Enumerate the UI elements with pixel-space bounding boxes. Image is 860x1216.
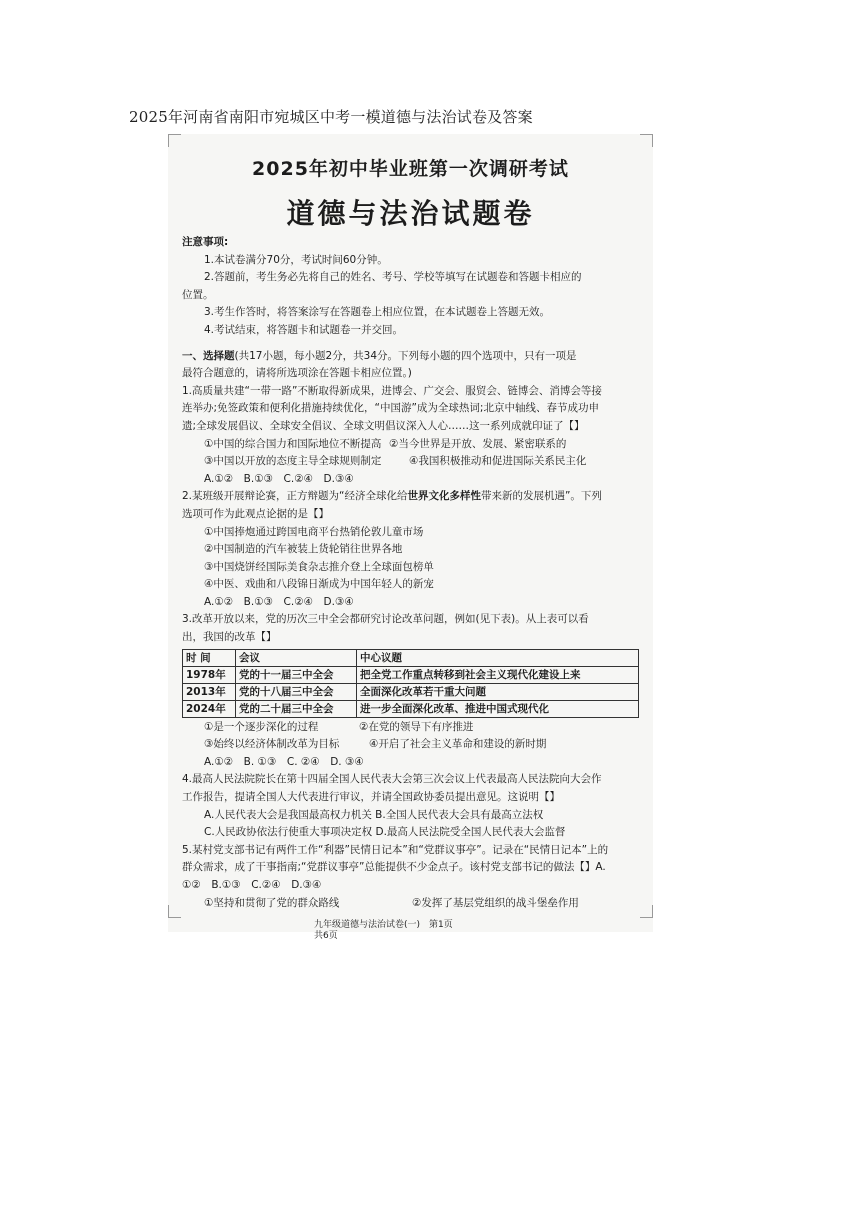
q3-options-row [182, 736, 639, 754]
note-item: 位置。 [182, 288, 214, 301]
table-header: 会议 [236, 649, 357, 666]
q2-stem-bold: 世界文化多样性 [407, 490, 481, 503]
table-cell: 党的二十届三中全会 [236, 700, 357, 717]
section-desc: (共17小题，每小题2分，共34分。下列每小题的四个选项中，只有一项是 [234, 349, 577, 362]
note-item: 4.考试结束，将答题卡和试题卷一并交回。 [204, 323, 404, 336]
page-footer [314, 920, 453, 942]
q1-option: ②当今世界是开放、发展、紧密联系的 [389, 437, 567, 450]
section-desc-2: 最符合题意的，请将所选项涂在答题卡相应位置。) [182, 367, 412, 380]
table-row [183, 666, 639, 683]
q2-stem: 选项可作为此观点论据的是【】 [182, 507, 329, 520]
table-cell: 党的十一届三中全会 [236, 666, 357, 683]
q4-stem: 4.最高人民法院院长在第十四届全国人民代表大会第三次会议上代表最高人民法院向大会作 [182, 773, 602, 786]
q1-stem: 遗;全球发展倡议、全球安全倡议、全球文明倡议深入人心……这一系列成就印证了【】 [182, 419, 585, 432]
q3-option: ③始终以经济体制改革为目标 [204, 738, 340, 751]
table-cell: 党的十八届三中全会 [236, 683, 357, 700]
table-row [183, 683, 639, 700]
q3-options-row [182, 719, 639, 737]
table-header: 时 间 [183, 649, 236, 666]
table-header: 中心议题 [357, 649, 639, 666]
q1-option: ①中国的综合国力和国际地位不断提高 [204, 437, 382, 450]
footer-line: 共6页 [314, 931, 338, 941]
scanned-exam-page [168, 134, 653, 941]
q3-option: ②在党的领导下有序推进 [359, 720, 474, 733]
table-cell: 全面深化改革若干重大问题 [357, 683, 639, 700]
q2-stem-a: 2.某班级开展辩论赛，正方辩题为“经济全球化给 [182, 490, 408, 503]
q1-choices: A.①② B.①③ C.②④ D.③④ [204, 472, 354, 485]
q2-option: ④中医、戏曲和八段锦日渐成为中国年轻人的新宠 [204, 578, 434, 591]
crop-mark-top-right [640, 134, 653, 147]
q5-choices: ①② B.①③ C.②④ D.③④ [182, 879, 322, 891]
footer-line: 九年级道德与法治试卷(一) 第1页 [314, 920, 453, 930]
q2-stem [182, 488, 639, 506]
notes-heading: 注意事项: [182, 236, 229, 248]
document-title: 2025年河南省南阳市宛城区中考一模道德与法治试卷及答案 [129, 108, 533, 126]
q4-options: C.人民政协依法行使重大事项决定权 D.最高人民法院受全国人民代表大会监督 [204, 826, 566, 839]
q5-options-row [182, 895, 639, 913]
crop-mark-bottom-right [640, 905, 653, 918]
q1-stem: 1.高质量共建“一带一路”不断取得新成果，进博会、广交会、服贸会、链博会、消博会等接 [182, 384, 602, 397]
table-cell: 进一步全面深化改革、推进中国式现代化 [357, 700, 639, 717]
q1-options-row [182, 436, 639, 454]
q1-option: ③中国以开放的态度主导全球规则制定 [204, 455, 382, 468]
q4-stem: 工作报告，提请全国人大代表进行审议，并请全国政协委员提出意见。这说明【】 [182, 791, 560, 804]
note-item: 1.本试卷满分70分，考试时间60分钟。 [204, 253, 388, 266]
q3-choices: A.①② B. ①③ C. ②④ D. ③④ [204, 755, 364, 768]
q4-options: A.人民代表大会是我国最高权力机关 B.全国人民代表大会具有最高立法权 [204, 808, 544, 821]
q3-stem: 出，我国的改革【】 [182, 631, 277, 644]
q5-option: ②发挥了基层党组织的战斗堡垒作用 [412, 896, 579, 909]
q2-option: ②中国制造的汽车被装上货轮销往世界各地 [204, 543, 403, 556]
section-heading [182, 348, 639, 366]
note-item: 2.答题前，考生务必先将自己的姓名、考号、学校等填写在试题卷和答题卡相应的 [204, 271, 582, 284]
exam-body [182, 234, 639, 912]
q2-stem-b: 带来新的发展机遇”。下列 [480, 490, 602, 503]
q3-option: ④开启了社会主义革命和建设的新时期 [369, 738, 547, 751]
exam-subject: 道德与法治试题卷 [286, 197, 535, 230]
section-title: 一、选择题 [182, 349, 235, 362]
crop-mark-bottom-left [168, 905, 181, 918]
q5-stem: 群众需求，成了干事指南;“党群议事亭”总能提供不少金点子。该村党支部书记的做法【】A. [182, 861, 606, 874]
plenum-table [182, 649, 639, 718]
table-cell: 2013年 [183, 683, 236, 700]
table-row [183, 700, 639, 717]
q1-options-row [182, 453, 639, 471]
note-item: 3.考生作答时，将答案涂写在答题卷上相应位置，在本试题卷上答题无效。 [204, 306, 551, 319]
q3-option: ①是一个逐步深化的过程 [204, 720, 319, 733]
q2-option: ③中国烧饼经国际美食杂志推介登上全球面包榜单 [204, 560, 434, 573]
q2-choices: A.①② B.①③ C.②④ D.③④ [204, 595, 354, 608]
q3-stem: 3.改革开放以来，党的历次三中全会都研究讨论改革问题，例如(见下表)。从上表可以看 [182, 613, 589, 626]
table-cell: 把全党工作重点转移到社会主义现代化建设上来 [357, 666, 639, 683]
table-header-row [183, 649, 639, 666]
q1-stem: 连举办;免签政策和便利化措施持续优化，“中国游”成为全球热词;北京中轴线、春节成功申 [182, 402, 599, 415]
exam-title: 2025年初中毕业班第一次调研考试 [252, 158, 569, 180]
crop-mark-top-left [168, 134, 181, 147]
table-cell: 1978年 [183, 666, 236, 683]
q5-stem: 5.某村党支部书记有两件工作“利器”民情日记本”和“党群议事亭”。记录在“民情日记本”上的 [182, 843, 609, 856]
q5-option: ①坚持和贯彻了党的群众路线 [204, 896, 340, 909]
q1-option: ④我国积极推动和促进国际关系民主化 [409, 455, 587, 468]
table-cell: 2024年 [183, 700, 236, 717]
q2-option: ①中国捧炮通过跨国电商平台热销伦敦儿童市场 [204, 525, 424, 538]
